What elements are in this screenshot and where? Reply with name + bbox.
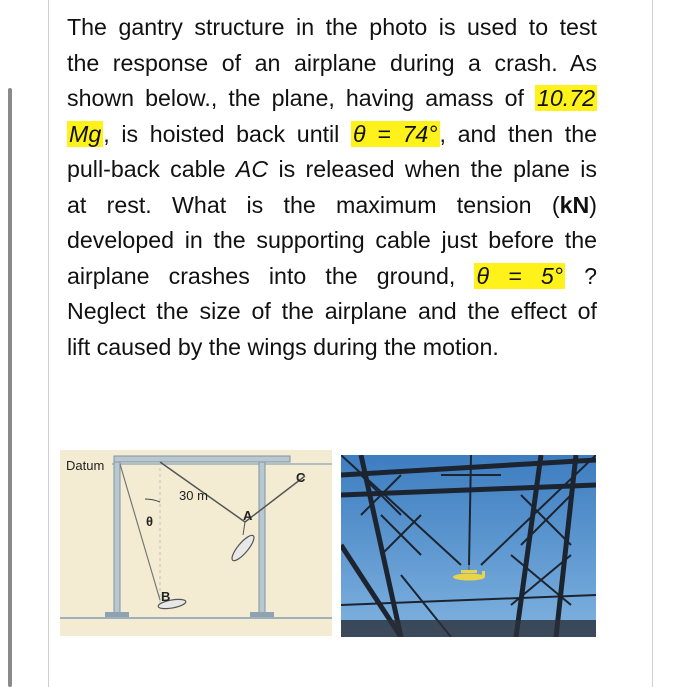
problem-line: airplane crashes into the ground, θ = 5° ? <box>67 262 597 289</box>
mass-unit-highlight: Mg <box>69 120 102 147</box>
theta-label: θ <box>146 514 154 529</box>
diagram-background <box>60 450 332 636</box>
card-border-right <box>652 0 653 687</box>
left-post <box>114 456 120 616</box>
gantry-diagram <box>60 450 332 636</box>
problem-line: Mg, is hoisted back until θ = 74°, and then the <box>69 120 597 147</box>
scrollbar[interactable] <box>8 88 12 687</box>
problem-line: developed in the supporting cable just before the <box>67 227 597 253</box>
gantry-photo <box>341 455 596 637</box>
point-b-label: B <box>161 589 171 604</box>
datum-label: Datum <box>66 458 105 473</box>
photo-ground <box>341 620 596 637</box>
theta-final-highlight: θ = 5° <box>476 262 563 289</box>
length-label: 30 m <box>179 488 208 503</box>
problem-line: at rest. What is the maximum tension (kN) <box>67 191 597 218</box>
middle-base <box>250 612 274 617</box>
theta-initial-highlight: θ = 74° <box>353 120 438 147</box>
left-base <box>105 612 129 617</box>
card-border-left <box>48 0 49 687</box>
problem-line: the response of an airplane during a crash. As <box>67 49 597 76</box>
point-c-label: C <box>296 470 306 485</box>
mass-value-highlight: 10.72 <box>536 85 595 111</box>
problem-line: lift caused by the wings during the motion. <box>67 333 499 360</box>
point-a-label: A <box>243 508 253 523</box>
problem-text <box>67 10 597 365</box>
problem-line: pull-back cable AC is released when the plane is <box>67 156 597 182</box>
problem-line: Neglect the size of the airplane and the effect of <box>67 298 597 324</box>
middle-post <box>259 456 265 616</box>
problem-line: The gantry structure in the photo is used to test <box>67 14 597 40</box>
problem-line: shown below., the plane, having amass of 10.72 <box>67 85 595 111</box>
top-beam <box>114 456 290 462</box>
